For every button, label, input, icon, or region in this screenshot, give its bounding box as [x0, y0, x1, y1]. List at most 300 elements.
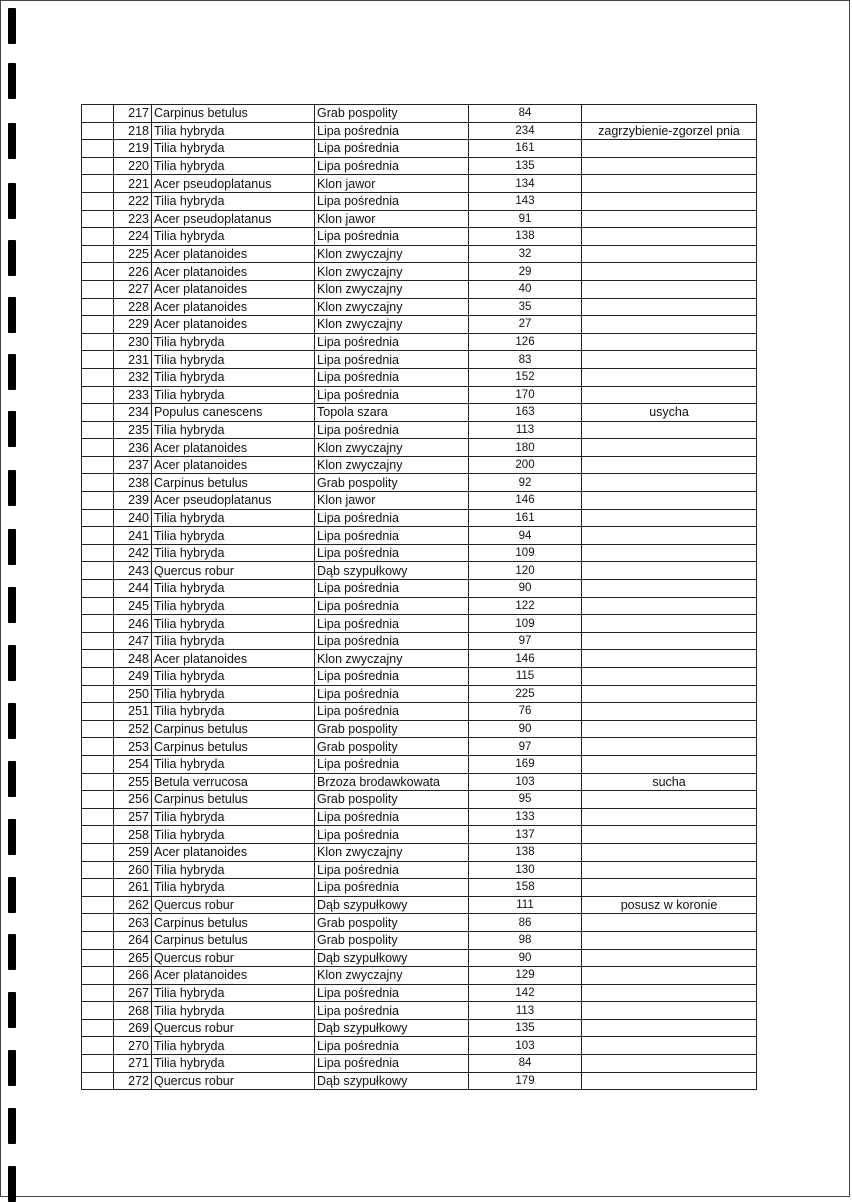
binding-hole: [8, 8, 16, 44]
circumference-cell: 32: [469, 245, 582, 263]
polish-name-cell: Lipa pośrednia: [315, 668, 469, 686]
table-row: [82, 773, 757, 791]
table-row: [82, 105, 757, 123]
binding-hole: [8, 240, 16, 276]
remarks-cell: [582, 843, 757, 861]
polish-name-cell: Lipa pośrednia: [315, 879, 469, 897]
circumference-cell: 169: [469, 755, 582, 773]
remarks-cell: [582, 280, 757, 298]
remarks-cell: [582, 1055, 757, 1073]
tree-number-cell: 257: [114, 808, 152, 826]
polish-name-cell: Lipa pośrednia: [315, 861, 469, 879]
lp-cell: [82, 632, 114, 650]
latin-name-cell: Tilia hybryda: [152, 421, 315, 439]
latin-name-cell: Acer platanoides: [152, 843, 315, 861]
table-row: [82, 368, 757, 386]
tree-number-cell: 252: [114, 720, 152, 738]
remarks-cell: [582, 492, 757, 510]
tree-number-cell: 244: [114, 580, 152, 598]
tree-number-cell: 236: [114, 439, 152, 457]
remarks-cell: [582, 703, 757, 721]
polish-name-cell: Grab pospolity: [315, 720, 469, 738]
table-row: [82, 562, 757, 580]
latin-name-cell: Carpinus betulus: [152, 791, 315, 809]
latin-name-cell: Acer platanoides: [152, 439, 315, 457]
table-row: [82, 931, 757, 949]
polish-name-cell: Lipa pośrednia: [315, 615, 469, 633]
remarks-cell: [582, 140, 757, 158]
polish-name-cell: Lipa pośrednia: [315, 632, 469, 650]
polish-name-cell: Lipa pośrednia: [315, 984, 469, 1002]
lp-cell: [82, 580, 114, 598]
lp-cell: [82, 1002, 114, 1020]
latin-name-cell: Tilia hybryda: [152, 984, 315, 1002]
table-row: [82, 879, 757, 897]
circumference-cell: 138: [469, 228, 582, 246]
polish-name-cell: Grab pospolity: [315, 474, 469, 492]
latin-name-cell: Tilia hybryda: [152, 140, 315, 158]
lp-cell: [82, 386, 114, 404]
lp-cell: [82, 280, 114, 298]
circumference-cell: 109: [469, 544, 582, 562]
table-row: [82, 826, 757, 844]
polish-name-cell: Klon jawor: [315, 210, 469, 228]
lp-cell: [82, 668, 114, 686]
table-row: [82, 668, 757, 686]
lp-cell: [82, 896, 114, 914]
table-row: [82, 1037, 757, 1055]
table-row: [82, 632, 757, 650]
polish-name-cell: Klon zwyczajny: [315, 280, 469, 298]
latin-name-cell: Tilia hybryda: [152, 755, 315, 773]
tree-number-cell: 272: [114, 1072, 152, 1090]
latin-name-cell: Tilia hybryda: [152, 632, 315, 650]
circumference-cell: 103: [469, 1037, 582, 1055]
polish-name-cell: Lipa pośrednia: [315, 580, 469, 598]
remarks-cell: [582, 544, 757, 562]
remarks-cell: [582, 105, 757, 123]
remarks-cell: [582, 650, 757, 668]
table-row: [82, 791, 757, 809]
remarks-cell: [582, 1037, 757, 1055]
tree-number-cell: 254: [114, 755, 152, 773]
polish-name-cell: Klon zwyczajny: [315, 967, 469, 985]
circumference-cell: 134: [469, 175, 582, 193]
remarks-cell: [582, 808, 757, 826]
tree-number-cell: 224: [114, 228, 152, 246]
tree-number-cell: 246: [114, 615, 152, 633]
tree-number-cell: 231: [114, 351, 152, 369]
table-row: [82, 738, 757, 756]
lp-cell: [82, 1055, 114, 1073]
circumference-cell: 142: [469, 984, 582, 1002]
circumference-cell: 161: [469, 140, 582, 158]
table-row: [82, 1019, 757, 1037]
tree-number-cell: 255: [114, 773, 152, 791]
lp-cell: [82, 967, 114, 985]
table-row: [82, 1055, 757, 1073]
table-row: [82, 316, 757, 334]
latin-name-cell: Acer pseudoplatanus: [152, 175, 315, 193]
remarks-cell: [582, 720, 757, 738]
polish-name-cell: Lipa pośrednia: [315, 1055, 469, 1073]
table-row: [82, 492, 757, 510]
polish-name-cell: Grab pospolity: [315, 791, 469, 809]
circumference-cell: 113: [469, 1002, 582, 1020]
tree-number-cell: 243: [114, 562, 152, 580]
latin-name-cell: Tilia hybryda: [152, 157, 315, 175]
polish-name-cell: Lipa pośrednia: [315, 1037, 469, 1055]
circumference-cell: 90: [469, 720, 582, 738]
latin-name-cell: Tilia hybryda: [152, 386, 315, 404]
latin-name-cell: Tilia hybryda: [152, 861, 315, 879]
table-row: [82, 949, 757, 967]
circumference-cell: 115: [469, 668, 582, 686]
tree-number-cell: 240: [114, 509, 152, 527]
lp-cell: [82, 562, 114, 580]
latin-name-cell: Tilia hybryda: [152, 1037, 315, 1055]
latin-name-cell: Tilia hybryda: [152, 1002, 315, 1020]
latin-name-cell: Acer platanoides: [152, 650, 315, 668]
remarks-cell: usycha: [582, 404, 757, 422]
remarks-cell: [582, 527, 757, 545]
circumference-cell: 40: [469, 280, 582, 298]
lp-cell: [82, 210, 114, 228]
tree-number-cell: 271: [114, 1055, 152, 1073]
polish-name-cell: Klon zwyczajny: [315, 263, 469, 281]
polish-name-cell: Grab pospolity: [315, 105, 469, 123]
lp-cell: [82, 228, 114, 246]
binding-hole: [8, 1050, 16, 1086]
tree-number-cell: 222: [114, 192, 152, 210]
binding-hole: [8, 297, 16, 333]
lp-cell: [82, 773, 114, 791]
table-body: [82, 105, 757, 1090]
polish-name-cell: Lipa pośrednia: [315, 755, 469, 773]
remarks-cell: [582, 175, 757, 193]
latin-name-cell: Quercus robur: [152, 1019, 315, 1037]
circumference-cell: 97: [469, 738, 582, 756]
table-row: [82, 404, 757, 422]
lp-cell: [82, 492, 114, 510]
tree-number-cell: 264: [114, 931, 152, 949]
tree-number-cell: 269: [114, 1019, 152, 1037]
circumference-cell: 158: [469, 879, 582, 897]
polish-name-cell: Lipa pośrednia: [315, 544, 469, 562]
remarks-cell: [582, 316, 757, 334]
latin-name-cell: Populus canescens: [152, 404, 315, 422]
remarks-cell: [582, 879, 757, 897]
polish-name-cell: Lipa pośrednia: [315, 509, 469, 527]
circumference-cell: 130: [469, 861, 582, 879]
circumference-cell: 103: [469, 773, 582, 791]
table-row: [82, 474, 757, 492]
remarks-cell: [582, 298, 757, 316]
tree-number-cell: 249: [114, 668, 152, 686]
binding-hole: [8, 877, 16, 913]
circumference-cell: 143: [469, 192, 582, 210]
remarks-cell: [582, 967, 757, 985]
latin-name-cell: Carpinus betulus: [152, 105, 315, 123]
polish-name-cell: Klon zwyczajny: [315, 316, 469, 334]
remarks-cell: [582, 263, 757, 281]
binding-hole: [8, 1166, 16, 1202]
tree-number-cell: 266: [114, 967, 152, 985]
remarks-cell: [582, 1019, 757, 1037]
polish-name-cell: Lipa pośrednia: [315, 368, 469, 386]
circumference-cell: 137: [469, 826, 582, 844]
circumference-cell: 98: [469, 931, 582, 949]
remarks-cell: [582, 192, 757, 210]
polish-name-cell: Grab pospolity: [315, 914, 469, 932]
lp-cell: [82, 122, 114, 140]
latin-name-cell: Tilia hybryda: [152, 879, 315, 897]
lp-cell: [82, 755, 114, 773]
remarks-cell: [582, 1072, 757, 1090]
latin-name-cell: Carpinus betulus: [152, 914, 315, 932]
table-row: [82, 544, 757, 562]
remarks-cell: [582, 421, 757, 439]
polish-name-cell: Lipa pośrednia: [315, 157, 469, 175]
circumference-cell: 179: [469, 1072, 582, 1090]
remarks-cell: zagrzybienie-zgorzel pnia: [582, 122, 757, 140]
circumference-cell: 135: [469, 1019, 582, 1037]
latin-name-cell: Tilia hybryda: [152, 544, 315, 562]
tree-number-cell: 263: [114, 914, 152, 932]
binding-hole: [8, 761, 16, 797]
polish-name-cell: Grab pospolity: [315, 738, 469, 756]
binding-hole: [8, 63, 16, 99]
lp-cell: [82, 914, 114, 932]
remarks-cell: [582, 439, 757, 457]
circumference-cell: 146: [469, 492, 582, 510]
tree-number-cell: 217: [114, 105, 152, 123]
table-row: [82, 157, 757, 175]
lp-cell: [82, 245, 114, 263]
circumference-cell: 84: [469, 1055, 582, 1073]
lp-cell: [82, 738, 114, 756]
lp-cell: [82, 527, 114, 545]
tree-number-cell: 220: [114, 157, 152, 175]
remarks-cell: [582, 755, 757, 773]
circumference-cell: 92: [469, 474, 582, 492]
latin-name-cell: Tilia hybryda: [152, 122, 315, 140]
table-row: [82, 298, 757, 316]
tree-number-cell: 229: [114, 316, 152, 334]
lp-cell: [82, 192, 114, 210]
polish-name-cell: Topola szara: [315, 404, 469, 422]
lp-cell: [82, 984, 114, 1002]
lp-cell: [82, 1072, 114, 1090]
remarks-cell: [582, 632, 757, 650]
binding-hole: [8, 123, 16, 159]
lp-cell: [82, 650, 114, 668]
latin-name-cell: Quercus robur: [152, 562, 315, 580]
lp-cell: [82, 791, 114, 809]
lp-cell: [82, 175, 114, 193]
circumference-cell: 113: [469, 421, 582, 439]
tree-number-cell: 230: [114, 333, 152, 351]
tree-number-cell: 233: [114, 386, 152, 404]
circumference-cell: 27: [469, 316, 582, 334]
binding-hole: [8, 645, 16, 681]
latin-name-cell: Acer platanoides: [152, 456, 315, 474]
latin-name-cell: Tilia hybryda: [152, 668, 315, 686]
binding-hole: [8, 529, 16, 565]
latin-name-cell: Tilia hybryda: [152, 192, 315, 210]
table-row: [82, 580, 757, 598]
polish-name-cell: Lipa pośrednia: [315, 685, 469, 703]
latin-name-cell: Acer platanoides: [152, 316, 315, 334]
polish-name-cell: Brzoza brodawkowata: [315, 773, 469, 791]
lp-cell: [82, 439, 114, 457]
table-row: [82, 456, 757, 474]
lp-cell: [82, 509, 114, 527]
remarks-cell: [582, 245, 757, 263]
remarks-cell: [582, 1002, 757, 1020]
polish-name-cell: Lipa pośrednia: [315, 140, 469, 158]
table-row: [82, 843, 757, 861]
latin-name-cell: Tilia hybryda: [152, 597, 315, 615]
table-row: [82, 896, 757, 914]
table-row: [82, 615, 757, 633]
tree-number-cell: 219: [114, 140, 152, 158]
remarks-cell: [582, 157, 757, 175]
polish-name-cell: Lipa pośrednia: [315, 228, 469, 246]
tree-number-cell: 237: [114, 456, 152, 474]
remarks-cell: [582, 685, 757, 703]
polish-name-cell: Lipa pośrednia: [315, 808, 469, 826]
table-row: [82, 597, 757, 615]
polish-name-cell: Klon zwyczajny: [315, 843, 469, 861]
polish-name-cell: Grab pospolity: [315, 931, 469, 949]
tree-number-cell: 235: [114, 421, 152, 439]
polish-name-cell: Lipa pośrednia: [315, 527, 469, 545]
circumference-cell: 161: [469, 509, 582, 527]
table-row: [82, 967, 757, 985]
tree-number-cell: 267: [114, 984, 152, 1002]
latin-name-cell: Tilia hybryda: [152, 527, 315, 545]
remarks-cell: [582, 597, 757, 615]
table-row: [82, 509, 757, 527]
tree-number-cell: 225: [114, 245, 152, 263]
polish-name-cell: Lipa pośrednia: [315, 1002, 469, 1020]
circumference-cell: 35: [469, 298, 582, 316]
tree-number-cell: 270: [114, 1037, 152, 1055]
polish-name-cell: Lipa pośrednia: [315, 597, 469, 615]
polish-name-cell: Lipa pośrednia: [315, 421, 469, 439]
table-row: [82, 351, 757, 369]
latin-name-cell: Tilia hybryda: [152, 1055, 315, 1073]
remarks-cell: [582, 984, 757, 1002]
tree-number-cell: 261: [114, 879, 152, 897]
lp-cell: [82, 105, 114, 123]
remarks-cell: [582, 474, 757, 492]
latin-name-cell: Betula verrucosa: [152, 773, 315, 791]
tree-number-cell: 268: [114, 1002, 152, 1020]
lp-cell: [82, 931, 114, 949]
lp-cell: [82, 879, 114, 897]
latin-name-cell: Acer platanoides: [152, 967, 315, 985]
table-row: [82, 122, 757, 140]
tree-number-cell: 241: [114, 527, 152, 545]
polish-name-cell: Lipa pośrednia: [315, 333, 469, 351]
remarks-cell: [582, 386, 757, 404]
polish-name-cell: Dąb szypułkowy: [315, 1072, 469, 1090]
table-row: [82, 861, 757, 879]
latin-name-cell: Tilia hybryda: [152, 509, 315, 527]
tree-number-cell: 248: [114, 650, 152, 668]
latin-name-cell: Acer platanoides: [152, 298, 315, 316]
polish-name-cell: Lipa pośrednia: [315, 703, 469, 721]
polish-name-cell: Lipa pośrednia: [315, 192, 469, 210]
table-row: [82, 685, 757, 703]
binding-holes: [0, 0, 20, 1199]
binding-hole: [8, 470, 16, 506]
tree-number-cell: 260: [114, 861, 152, 879]
latin-name-cell: Carpinus betulus: [152, 931, 315, 949]
remarks-cell: [582, 668, 757, 686]
table-row: [82, 192, 757, 210]
table-row: [82, 228, 757, 246]
table-row: [82, 703, 757, 721]
lp-cell: [82, 474, 114, 492]
circumference-cell: 29: [469, 263, 582, 281]
circumference-cell: 170: [469, 386, 582, 404]
circumference-cell: 163: [469, 404, 582, 422]
remarks-cell: [582, 826, 757, 844]
binding-hole: [8, 183, 16, 219]
remarks-cell: [582, 562, 757, 580]
table-row: [82, 808, 757, 826]
latin-name-cell: Acer platanoides: [152, 280, 315, 298]
lp-cell: [82, 720, 114, 738]
circumference-cell: 97: [469, 632, 582, 650]
circumference-cell: 126: [469, 333, 582, 351]
latin-name-cell: Carpinus betulus: [152, 474, 315, 492]
remarks-cell: [582, 509, 757, 527]
table-row: [82, 650, 757, 668]
latin-name-cell: Quercus robur: [152, 896, 315, 914]
circumference-cell: 90: [469, 580, 582, 598]
remarks-cell: [582, 456, 757, 474]
remarks-cell: [582, 931, 757, 949]
binding-hole: [8, 703, 16, 739]
remarks-cell: [582, 615, 757, 633]
lp-cell: [82, 404, 114, 422]
tree-number-cell: 228: [114, 298, 152, 316]
polish-name-cell: Dąb szypułkowy: [315, 896, 469, 914]
remarks-cell: [582, 333, 757, 351]
binding-hole: [8, 587, 16, 623]
circumference-cell: 122: [469, 597, 582, 615]
lp-cell: [82, 140, 114, 158]
tree-number-cell: 221: [114, 175, 152, 193]
remarks-cell: [582, 580, 757, 598]
remarks-cell: [582, 210, 757, 228]
table-row: [82, 1072, 757, 1090]
latin-name-cell: Tilia hybryda: [152, 228, 315, 246]
remarks-cell: posusz w koronie: [582, 896, 757, 914]
circumference-cell: 146: [469, 650, 582, 668]
tree-number-cell: 250: [114, 685, 152, 703]
lp-cell: [82, 808, 114, 826]
tree-number-cell: 242: [114, 544, 152, 562]
table-row: [82, 175, 757, 193]
table-row: [82, 439, 757, 457]
latin-name-cell: Tilia hybryda: [152, 351, 315, 369]
binding-hole: [8, 354, 16, 390]
